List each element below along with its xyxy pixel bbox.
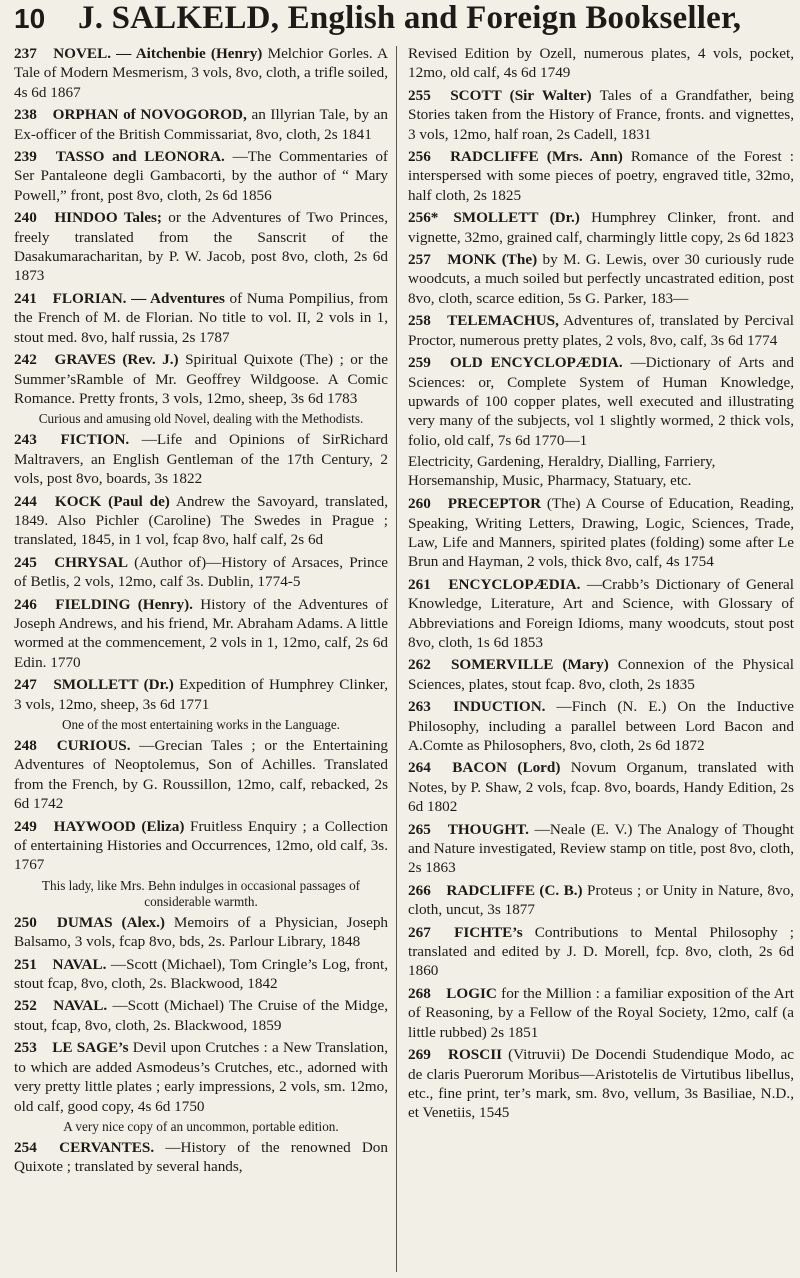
catalogue-entry (408, 1045, 794, 1123)
entry-description: —Crabb’s Dictionary of General Knowledge, Literature, Art and Science, with Glossary of Abbreviations and Foreign Idioms, many woodcuts, stout post 8vo, cloth, 1s 6d 1853 (408, 575, 795, 651)
section-subjects: Electricity, Gardening, Heraldry, Dialling, Farriery, Horsemanship, Music, Pharmacy, Statuary, etc. (408, 454, 716, 490)
entry-number: 269 (408, 1046, 431, 1064)
catalogue-note: One of the most entertaining works in the Language. (62, 717, 340, 732)
entry-title: PRECEPTOR (447, 495, 542, 513)
entry-number: 238 (14, 106, 37, 124)
catalogue-entry (408, 208, 794, 247)
entry-number: 261 (408, 575, 431, 593)
entry-number: 266 (408, 881, 431, 899)
entry-number: 268 (408, 984, 431, 1002)
entry-description: Memoirs of a Physician, Joseph Balsamo, 3 vols, fcap 8vo, bds, 2s. Parlour Library, 1848 (14, 913, 389, 951)
catalogue-entry (408, 147, 794, 205)
entry-description: (The) A Course of Education, Reading, Speaking, Writing Letters, Drawing, Logic, Sciences, Trade, Law, Life and Manners, spirited plates (folding) some after Le Brun and Hayman, 2 vols, thick 8vo, calf, 4s 1754 (408, 495, 794, 571)
entry-title: FLORIAN. — Adventures (52, 289, 225, 307)
entry-description: —Life and Opinions of SirRichard Maltravers, an English Gentleman of the 17th Century, 2 vols, post 8vo, boards, 3s 1822 (14, 431, 389, 488)
entry-description: by M. G. Lewis, over 30 curiously rude woodcuts, a much soiled but perfectly uncastrated edition, post 8vo, cloth, scarce edition, 5s G. Parker, 183— (408, 251, 795, 307)
entry-description: Revised Edition by Ozell, numerous plates, 4 vols, pocket, 12mo, old calf, 4s 6d 1749 (408, 45, 794, 82)
entry-number: 259 (408, 354, 431, 372)
entry-description: an Illyrian Tale, by an Ex-officer of the British Commissariat, 8vo, cloth, 2s 1841 (14, 106, 389, 143)
entry-description: Adventures of, translated by Percival Proctor, numerous pretty plates, 2 vols, 8vo, calf, 3s 6d 1774 (408, 312, 794, 349)
entry-title: LOGIC (446, 984, 497, 1002)
page-header (14, 0, 794, 42)
entry-description: Fruitless Enquiry ; a Collection of entertaining Histories and Occurrences, 12mo, old calf, 3s. 1767 (14, 817, 389, 874)
catalogue-entry (14, 817, 388, 875)
entry-title: CHRYSAL (54, 553, 128, 571)
entry-title: ROSCII (448, 1046, 503, 1064)
catalogue-entry (408, 353, 794, 450)
entry-number: 260 (408, 495, 431, 513)
entry-number: 248 (14, 737, 37, 754)
catalogue-entry (14, 736, 388, 814)
column-divider (396, 46, 397, 1272)
catalogue-note: A very nice copy of an uncommon, portable edition. (63, 1118, 339, 1134)
entry-description: Romance of the Forest : interspersed with some pieces of poetry, engraved title, 32mo, half cloth, 2s 1825 (408, 148, 794, 204)
entry-title: KOCK (Paul de) (54, 492, 170, 510)
catalogue-note: This lady, like Mrs. Behn indulges in occasional passages of considerable warmth. (41, 877, 361, 909)
entry-title: BACON (Lord) (452, 759, 561, 777)
entry-number: 245 (14, 553, 37, 571)
catalogue-note: Curious and amusing old Novel, dealing with the Methodists. (38, 411, 364, 427)
entry-title: HINDOO Tales; (54, 209, 162, 227)
entry-description: (Vitruvii) De Docendi Studendique Modo, ac de claris Puerorum Moribus—Aristotelis de Virtutibus libellus, etc., fine print, ter’s mark, sm. 8vo, vellum, 3s Basiliae, N.D., et Venetiis, 1545 (408, 1046, 795, 1122)
catalogue-entry (14, 289, 388, 347)
catalogue-entry (14, 430, 388, 488)
catalogue-entry (408, 494, 794, 572)
entry-description: (Author of)—History of Arsaces, Prince of Betlis, 2 vols, 12mo, calf 3s. Dublin, 1774-5 (14, 553, 389, 591)
entry-title: SCOTT (Sir Walter) (450, 86, 592, 104)
catalogue-entry (14, 208, 388, 286)
entry-description: of Numa Pompilius, from the French of M. de Florian. No title to vol. II, 2 vols in 1, stout med. 8vo, half russia, 2s 1787 (14, 289, 389, 346)
catalogue-entry (14, 105, 388, 144)
catalogue-entry (14, 595, 388, 673)
entry-number: 267 (408, 923, 431, 941)
catalogue-entry (408, 655, 794, 694)
entry-description: Expedition of Humphrey Clinker, 3 vols, 12mo, sheep, 3s 6d 1771 (14, 676, 389, 713)
entry-description: —Scott (Michael) The Cruise of the Midge, stout, fcap, 8vo, cloth, 2s. Blackwood, 1859 (14, 997, 389, 1034)
entry-description: —History of the renowned Don Quixote ; translated by several hands, (14, 1138, 388, 1176)
catalogue-entry (408, 44, 794, 83)
catalogue-entry (14, 996, 388, 1035)
entry-number: 237 (14, 45, 37, 62)
catalogue-entry (408, 820, 794, 878)
entry-number: 250 (14, 913, 37, 931)
catalogue-entry (408, 923, 794, 981)
entry-number: 262 (408, 656, 431, 674)
entry-title: CERVANTES. (59, 1138, 155, 1156)
entry-title: RADCLIFFE (C. B.) (446, 881, 583, 899)
entry-title: NAVAL. (52, 955, 107, 973)
entry-description: Novum Organum, translated with Notes, by P. Shaw, 2 vols, fcap. 8vo, boards, Handy Edition, 2s 6d 1802 (408, 759, 795, 816)
entry-title: HAYWOOD (Eliza) (53, 817, 185, 835)
entry-title: INDUCTION. (453, 698, 546, 716)
entry-description: Spiritual Quixote (The) ; or the Summer’sRamble of Mr. Geoffrey Wildgoose. A Comic Romance. Pretty fronts, 3 vols, 12mo, sheep, 3s 6d 1783 (14, 351, 388, 407)
entry-title: THOUGHT. (447, 820, 529, 838)
entry-number: 246 (14, 595, 37, 613)
entry-description: or the Adventures of Two Princes, freely translated from the Sanscrit of the Dasakumaracharitan, by P. W. Jacob, post 8vo, cloth, 2s 6d 1873 (14, 209, 389, 285)
entry-description: —Finch (N. E.) On the Inductive Philosophy, including a parallel between Lord Bacon and A.Comte as Philosophers, 8vo, cloth, 2s 6d 1872 (408, 698, 795, 754)
entry-number: 258 (408, 312, 431, 330)
catalogue-entry (14, 553, 388, 592)
catalogue-entry (14, 955, 388, 994)
entry-description: —Neale (E. V.) The Analogy of Thought and Nature investigated, Review stamp on title, post 8vo, cloth, 2s 1863 (408, 820, 794, 877)
entry-description: for the Million : a familiar exposition of the Art of Reasoning, by a Fellow of the Royal Society, 12mo, calf (a little rubbed) 2s 1851 (408, 984, 795, 1041)
entry-description: Connexion of the Physical Sciences, plates, stout fcap. 8vo, cloth, 2s 1835 (408, 656, 795, 693)
entry-title: OLD ENCYCLOPÆDIA. (449, 354, 623, 372)
entry-number: 253 (14, 1039, 37, 1057)
catalogue-entry (408, 575, 794, 653)
entry-number: 252 (14, 997, 37, 1015)
entry-description: Tales of a Grandfather, being Stories taken from the History of France, fronts. and vignettes, 3 vols, 12mo, half roan, 2s Cadell, 1831 (408, 86, 795, 143)
catalogue-entry (14, 675, 388, 714)
left-column (14, 44, 388, 1180)
catalogue-entry (408, 758, 794, 816)
entry-title: SMOLLETT (Dr.) (53, 676, 174, 694)
entry-title: SOMERVILLE (Mary) (450, 656, 609, 674)
entry-description: History of the Adventures of Joseph Andrews, and his friend, Mr. Abraham Adams. A little wormed at the commencement, 2 vols in 1, 12mo, calf, 2s 6d Edin. 1770 (14, 595, 389, 671)
catalogue-entry (14, 1038, 388, 1116)
entry-number: 256 (408, 148, 431, 166)
entry-title: ORPHAN of NOVOGOROD, (52, 106, 247, 124)
entry-title: TELEMACHUS, (447, 312, 559, 330)
catalogue-entry (408, 86, 794, 144)
entry-number: 239 (14, 148, 37, 166)
entry-number: 265 (408, 820, 431, 838)
entry-description: Contributions to Mental Philosophy ; translated and edited by J. D. Morell, fcp. 8vo, cloth, 2s 6d 1860 (408, 923, 795, 980)
entry-description: —Dictionary of Arts and Sciences: or, Complete System of Human Knowledge, upwards of 100 copper plates, well executed and illustrating very many of the subjects, vol 1 slightly wormed, 2 thick vols, folio, old calf, 7s 6d 1770—1 (408, 354, 795, 449)
entry-title: FICHTE’s (454, 923, 523, 941)
catalogue-entry (408, 984, 794, 1042)
entry-title: FIELDING (Henry). (55, 595, 193, 613)
entry-title: MONK (The) (447, 251, 538, 269)
entry-number: 264 (408, 759, 431, 777)
entry-title: NAVAL. (53, 997, 108, 1015)
entry-title: FICTION. (60, 431, 130, 449)
entry-title: CURIOUS. (56, 737, 131, 754)
entry-description: Humphrey Clinker, front. and vignette, 32mo, grained calf, charmingly little copy, 2s 6d 1823 (408, 209, 795, 246)
entry-number: 254 (14, 1138, 37, 1156)
catalogue-entry (14, 350, 388, 408)
entry-number: 251 (14, 955, 37, 973)
entry-description: —Scott (Michael), Tom Cringle’s Log, front, stout fcap, 8vo, cloth, 2s. Blackwood, 1842 (14, 955, 389, 993)
entry-number: 256* (408, 209, 439, 227)
catalogue-entry (14, 1138, 388, 1177)
catalogue-entry (408, 250, 794, 308)
entry-description: Melchior Gorles. A Tale of Modern Mesmerism, 3 vols, 8vo, cloth, a trifle soiled, 4s 6d 1867 (14, 45, 389, 101)
catalogue-entry (408, 697, 794, 755)
entry-description: —The Commentaries of Ser Pantaleone degli Gambacorti, by the author of “ Mary Powell,” front, post 8vo, cloth, 2s 6d 1856 (14, 148, 388, 204)
entry-title: TASSO and LEONORA. (55, 148, 225, 166)
page-title: J. SALKELD, English and Foreign Bookseller, (78, 0, 742, 36)
entry-number: 249 (14, 817, 37, 835)
entry-number: 255 (408, 86, 431, 104)
catalogue-entry (408, 311, 794, 350)
entry-title: LE SAGE’s (52, 1039, 129, 1057)
entry-number: 257 (408, 251, 431, 269)
catalogue-entry (408, 881, 794, 920)
entry-title: RADCLIFFE (Mrs. Ann) (450, 148, 623, 166)
page-number: 10 (14, 3, 46, 34)
entry-number: 244 (14, 492, 37, 510)
right-column (408, 44, 794, 1126)
entry-number: 243 (14, 431, 37, 449)
entry-number: 240 (14, 209, 37, 227)
entry-description: —Grecian Tales ; or the Entertaining Adventures of Neoptolemus, Son of Achilles. Translated from the French, by G. Roussillon, 12mo, calf, rebacked, 2s 6d 1742 (14, 737, 389, 813)
catalogue-entry (14, 147, 388, 205)
entry-title: SMOLLETT (Dr.) (453, 209, 580, 227)
entry-title: ENCYCLOPÆDIA. (448, 575, 581, 593)
entry-number: 242 (14, 351, 37, 369)
entry-number: 247 (14, 676, 37, 694)
entry-number: 263 (408, 698, 431, 716)
catalogue-entry (14, 492, 388, 550)
entry-number: 241 (14, 289, 37, 307)
catalogue-entry (14, 44, 388, 102)
entry-description: Devil upon Crutches : a New Translation, to which are added Asmodeus’s Crutches, etc., adorned with very pretty little plates ; early impressions, 2 vols, sm. 12mo, old calf, good copy, 4s 6d 1750 (14, 1039, 389, 1115)
entry-title: NOVEL. — Aitchenbie (Henry) (53, 45, 263, 62)
catalogue-entry (14, 913, 388, 952)
entry-title: DUMAS (Alex.) (56, 913, 165, 931)
entry-description: Andrew the Savoyard, translated, 1849. Also Pichler (Caroline) The Swedes in Prague ; translated, 1845, in 1 vol, fcap 8vo, half calf, 2s 6d (14, 492, 389, 549)
entry-description: Proteus ; or Unity in Nature, 8vo, cloth, uncut, 3s 1877 (408, 881, 794, 919)
entry-title: GRAVES (Rev. J.) (54, 351, 179, 369)
